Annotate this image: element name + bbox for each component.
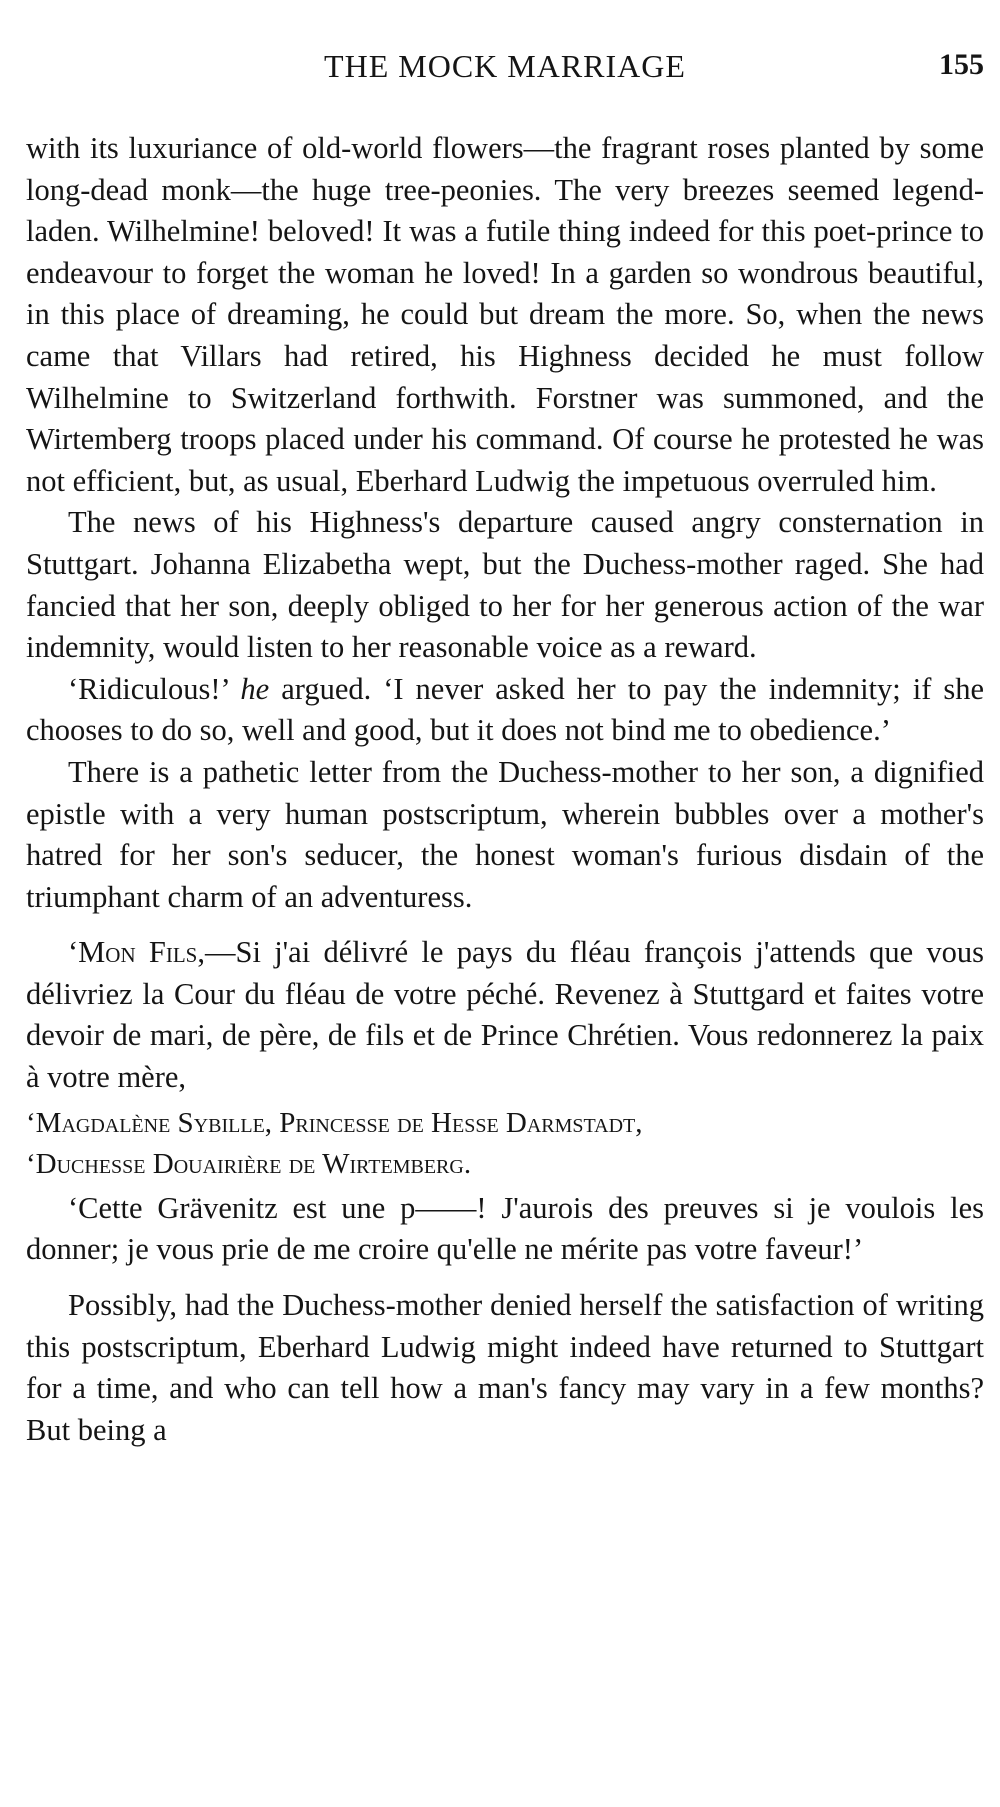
- signature-line-1: ‘Magdalène Sybille, Princesse de Hesse Darmstadt,: [26, 1106, 643, 1139]
- letter-postscript: ‘Cette Grävenitz est une p——! J'aurois des preuves si je voulois les donner; je vous prie de me croire qu'elle ne mérite pas votre faveur!’: [26, 1190, 984, 1267]
- running-title: THE MOCK MARRIAGE: [324, 48, 686, 84]
- page-number: 155: [939, 48, 984, 81]
- paragraph-ridiculous: [26, 669, 984, 752]
- quote-argued: argued. ‘I never asked her to pay the indemnity; if she chooses to do so, well and good, but it does not bind me to obedience.’: [26, 671, 985, 748]
- paragraph-possibly: Possibly, had the Duchess-mother denied herself the satisfaction of writing this postscriptum, Eberhard Ludwig might indeed have returned to Stuttgart for a time, and who can tell how a man's fancy may vary in a few months? But being a: [26, 1288, 984, 1447]
- signature-line-2: ‘Duchesse Douairière de Wirtemberg.: [26, 1148, 472, 1181]
- paragraph-continued: with its luxuriance of old-world flowers—the fragrant roses planted by some long-dead monk—the huge tree-peonies. The very breezes seemed legend-laden. Wilhelmine! beloved! It was a futile thing indeed for this poet-prince to endeavour to forget the woman he loved! In a garden so wondrous beautiful, in this place of dreaming, he could but dream the more. So, when the news came that Villars had retired, his Highness decided he must follow Wilhelmine to Switzerland forthwith. Forstner was summoned, and the Wirtemberg troops placed under his command. Of course he protested he was not efficient, but, as usual, Eberhard Ludwig the impetuous overruled him.: [26, 131, 984, 498]
- letter-salutation: ‘Mon Fils,: [68, 935, 205, 970]
- paragraph-pathetic-letter: There is a pathetic letter from the Duchess-mother to her son, a dignified epistle with a very human postscriptum, wherein bubbles over a mother's hatred for her son's seducer, the honest woman's furious disdain of the triumphant charm of an adventuress.: [26, 754, 984, 914]
- running-head: [26, 48, 984, 92]
- letter-text: —Si j'ai délivré le pays du fléau françois j'attends que vous délivriez la Cour du fléau de votre péché. Revenez à Stuttgard et faites votre devoir de mari, de père, de fils et de Prince Chrétien. Vous redonnerez la paix à votre mère,: [26, 935, 985, 1095]
- body-text: [26, 128, 984, 1451]
- quote-ridiculous: ‘Ridiculous!’: [68, 671, 229, 706]
- italic-he: he: [240, 671, 270, 706]
- letter-body: [26, 932, 984, 1098]
- book-page: [26, 0, 984, 1807]
- paragraph-departure: The news of his Highness's departure caused angry consternation in Stuttgart. Johanna Elizabetha wept, but the Duchess-mother raged. She had fancied that her son, deeply obliged to her for her generous action of the war indemnity, would listen to her reasonable voice as a reward.: [26, 505, 984, 665]
